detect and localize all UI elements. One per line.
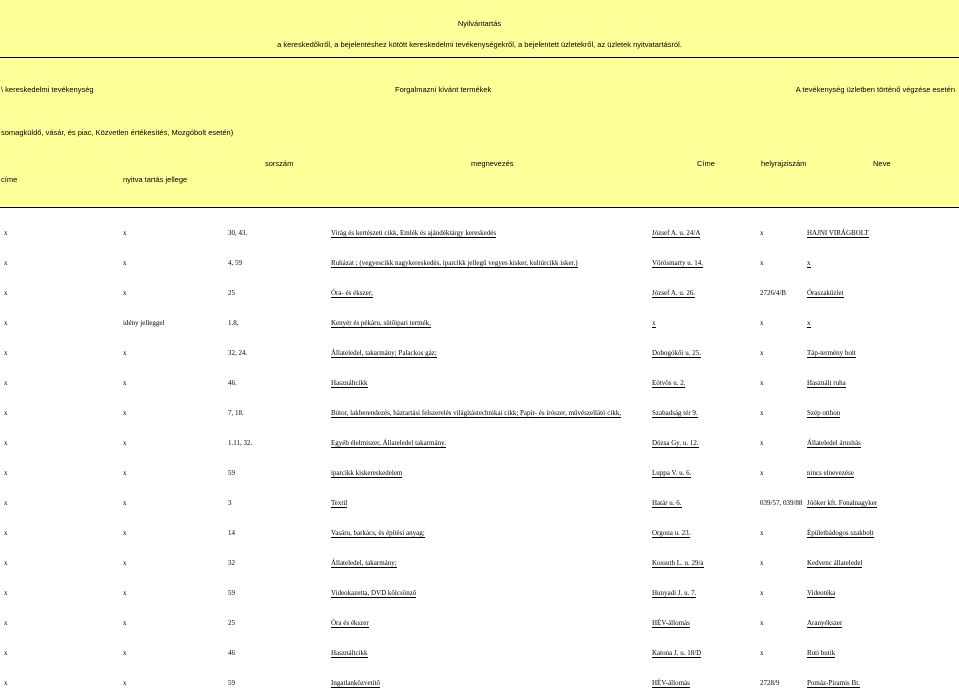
- cell-megnevezes: Kenyér és pékáru, sütőipari termék,: [331, 319, 431, 327]
- cell-neve: Állateledel árusítás: [807, 439, 861, 447]
- cell-sorszam: 7, 18.: [228, 409, 244, 417]
- cell-nyitva: x: [123, 589, 127, 597]
- cell-sorszam: 25: [228, 289, 235, 297]
- cell-underline: [652, 417, 698, 418]
- cell-underline: [807, 477, 854, 478]
- cell-col1: x: [4, 649, 8, 657]
- cell-sorszam: 4, 59: [228, 259, 242, 267]
- cell-underline: [807, 237, 869, 238]
- cell-col1: x: [4, 289, 8, 297]
- cell-neve: Videotéka: [807, 589, 836, 597]
- cell-neve: Aranyékszer: [807, 619, 843, 627]
- cell-neve: HAJNI VIRÁGBOLT: [807, 229, 869, 237]
- cell-col1: x: [4, 379, 8, 387]
- cell-underline: [652, 327, 656, 328]
- cell-neve: Táp-termény bolt: [807, 349, 856, 357]
- section-products: Forgalmazni kívánt termékek: [395, 85, 492, 94]
- cell-megnevezes: Használtcikk: [331, 379, 368, 387]
- column-header: [0, 58, 959, 208]
- cell-underline: [331, 297, 373, 298]
- cell-nyitva: x: [123, 259, 127, 267]
- cell-helyrajziszam: 2728/9: [760, 679, 780, 687]
- cell-nyitva: idény jelleggel: [123, 319, 165, 327]
- cell-cime: Katona J. u. 18/D: [652, 649, 702, 657]
- cell-neve: nincs elnevezése: [807, 469, 854, 477]
- cell-underline: [807, 507, 877, 508]
- cell-cime: HÉV-állomás: [652, 619, 690, 627]
- cell-underline: [652, 357, 701, 358]
- cell-cime: Szabadság tér 9.: [652, 409, 698, 417]
- cell-underline: [807, 267, 811, 268]
- cell-underline: [331, 597, 416, 598]
- cell-helyrajziszam: x: [760, 319, 764, 327]
- cell-cime: Orgona u. 23.: [652, 529, 691, 537]
- col-megnevezes: megnevezés: [471, 159, 514, 168]
- table-row: [0, 438, 959, 452]
- cell-neve: Épületbádogos szakbolt: [807, 529, 874, 537]
- section-activity: \ kereskedelmi tevékenység: [1, 85, 94, 94]
- section-store-activity: A tevékenység üzletben történő végzése esetén: [795, 85, 955, 94]
- cell-underline: [652, 687, 690, 688]
- col-cime: Címe: [697, 159, 715, 168]
- cell-underline: [331, 537, 425, 538]
- page-title: Nyilvántartás: [457, 19, 502, 28]
- cell-megnevezes: Ingatlanközvetítő: [331, 679, 380, 687]
- cell-neve: Óraszaküzlet: [807, 289, 844, 297]
- cell-underline: [331, 687, 380, 688]
- cell-col1: x: [4, 349, 8, 357]
- cell-nyitva: x: [123, 379, 127, 387]
- cell-nyitva: x: [123, 469, 127, 477]
- table-row: [0, 618, 959, 632]
- cell-underline: [652, 387, 685, 388]
- cell-cime: József A. u. 26.: [652, 289, 696, 297]
- cell-underline: [807, 447, 861, 448]
- cell-helyrajziszam: x: [760, 589, 764, 597]
- cell-underline: [807, 657, 835, 658]
- cell-nyitva: x: [123, 289, 127, 297]
- cell-neve: Ruti butik: [807, 649, 836, 657]
- cell-cime: Határ u. 6.: [652, 499, 682, 507]
- cell-cime: Hunyadi J. u. 7.: [652, 589, 697, 597]
- table-row: [0, 348, 959, 362]
- cell-col1: x: [4, 559, 8, 567]
- cell-nyitva: x: [123, 439, 127, 447]
- cell-nyitva: x: [123, 559, 127, 567]
- cell-col1: x: [4, 259, 8, 267]
- title-header: [0, 0, 959, 58]
- cell-underline: [652, 477, 691, 478]
- cell-col1: x: [4, 409, 8, 417]
- cell-megnevezes: Ruházat ; (vegyescikk nagykereskedés, iparcikk jellegű vegyes kisker, kultúrcikk isker.): [331, 259, 578, 267]
- cell-cime: Eötvös u. 2.: [652, 379, 686, 387]
- cell-sorszam: 25: [228, 619, 235, 627]
- cell-neve: Jóóker kft. Fonalnagyker: [807, 499, 878, 507]
- cell-helyrajziszam: x: [760, 229, 764, 237]
- cell-nyitva: x: [123, 229, 127, 237]
- table-row: [0, 288, 959, 302]
- cell-helyrajziszam: x: [760, 649, 764, 657]
- cell-cime: Luppa V. u. 6.: [652, 469, 692, 477]
- cell-nyitva: x: [123, 409, 127, 417]
- cell-sorszam: 1.8,: [228, 319, 239, 327]
- cell-neve: x: [807, 259, 811, 267]
- cell-underline: [807, 567, 862, 568]
- cell-underline: [331, 417, 621, 418]
- cell-col1: x: [4, 499, 8, 507]
- section-other: somagküldő, vásár, és piac, Közvetlen értékesítés, Mozgóbolt esetén): [1, 128, 234, 137]
- cell-cime: Vörösmarty u. 14.: [652, 259, 703, 267]
- cell-sorszam: 14: [228, 529, 235, 537]
- table-row: [0, 258, 959, 272]
- table-row: [0, 408, 959, 422]
- cell-neve: Használt ruha: [807, 379, 846, 387]
- cell-underline: [652, 447, 699, 448]
- cell-nyitva: x: [123, 679, 127, 687]
- cell-helyrajziszam: x: [760, 379, 764, 387]
- cell-col1: x: [4, 679, 8, 687]
- cell-underline: [652, 267, 703, 268]
- table-row: [0, 588, 959, 602]
- cell-megnevezes: Virág és kertészeti cikk, Emlék és ajándéktárgy kereskedés: [331, 229, 497, 237]
- cell-nyitva: x: [123, 529, 127, 537]
- cell-nyitva: x: [123, 649, 127, 657]
- cell-helyrajziszam: x: [760, 469, 764, 477]
- cell-megnevezes: Állateledel, takarmány;: [331, 559, 397, 567]
- cell-sorszam: 32: [228, 559, 235, 567]
- cell-underline: [331, 507, 347, 508]
- cell-neve: Szép otthon: [807, 409, 841, 417]
- cell-helyrajziszam: 2726/4/B: [760, 289, 787, 297]
- cell-megnevezes: Óra- és ékszer;: [331, 289, 373, 297]
- cell-cime: x: [652, 319, 656, 327]
- table-row: [0, 378, 959, 392]
- table-row: [0, 528, 959, 542]
- table-row: [0, 558, 959, 572]
- cell-underline: [807, 687, 860, 688]
- cell-megnevezes: Használtcikk: [331, 649, 368, 657]
- cell-sorszam: 1.11, 32.: [228, 439, 253, 447]
- cell-underline: [652, 597, 696, 598]
- cell-sorszam: 32, 24.: [228, 349, 248, 357]
- table-row: [0, 468, 959, 482]
- cell-underline: [331, 477, 402, 478]
- cell-underline: [331, 387, 368, 388]
- cell-underline: [652, 507, 682, 508]
- cell-col1: x: [4, 439, 8, 447]
- cell-nyitva: x: [123, 349, 127, 357]
- cell-col1: x: [4, 619, 8, 627]
- cell-underline: [652, 657, 701, 658]
- cell-sorszam: 46.: [228, 379, 237, 387]
- cell-underline: [331, 357, 437, 358]
- cell-underline: [652, 297, 695, 298]
- cell-cime: József A. u. 24/A: [652, 229, 701, 237]
- cell-underline: [652, 627, 690, 628]
- table-row: [0, 318, 959, 332]
- cell-sorszam: 59: [228, 469, 235, 477]
- cell-helyrajziszam: 039/57, 039/88: [760, 499, 803, 507]
- page-subtitle: a kereskedőkről, a bejelentéshez kötött kereskedelmi tevékenységekről, a bejelentett üzletekről, az üzletek nyitvatartásról.: [277, 40, 682, 49]
- cell-helyrajziszam: x: [760, 349, 764, 357]
- cell-neve: x: [807, 319, 811, 327]
- cell-sorszam: 59: [228, 679, 235, 687]
- cell-underline: [331, 627, 369, 628]
- cell-underline: [807, 417, 840, 418]
- cell-underline: [652, 537, 690, 538]
- col-neve: Neve: [873, 159, 891, 168]
- cell-sorszam: 30, 43.: [228, 229, 248, 237]
- cell-underline: [331, 327, 431, 328]
- cell-sorszam: 3: [228, 499, 232, 507]
- col-helyrajziszam: helyrajziszám: [761, 159, 807, 168]
- table-row: [0, 678, 959, 692]
- cell-underline: [331, 567, 397, 568]
- cell-megnevezes: Állateledel, takarmány; Palackos gáz;: [331, 349, 437, 357]
- col-sorszam: sorszám: [265, 159, 294, 168]
- cell-underline: [807, 387, 846, 388]
- cell-col1: x: [4, 319, 8, 327]
- cell-megnevezes: iparcikk kiskereskedelem: [331, 469, 403, 477]
- cell-cime: Dózsa Gy. u. 12.: [652, 439, 699, 447]
- cell-nyitva: x: [123, 619, 127, 627]
- cell-underline: [807, 627, 842, 628]
- cell-underline: [807, 597, 835, 598]
- cell-cime: Kossuth L. u. 29/a: [652, 559, 704, 567]
- table-row: [0, 228, 959, 242]
- cell-nyitva: x: [123, 499, 127, 507]
- cell-sorszam: 59: [228, 589, 235, 597]
- cell-underline: [807, 357, 856, 358]
- cell-col1: x: [4, 529, 8, 537]
- cell-megnevezes: Óra és ékszer: [331, 619, 369, 627]
- cell-megnevezes: Videokazetta, DVD kölcsönző: [331, 589, 417, 597]
- cell-megnevezes: Vasáru, barkács, és építési anyag;: [331, 529, 425, 537]
- cell-helyrajziszam: x: [760, 559, 764, 567]
- cell-helyrajziszam: x: [760, 619, 764, 627]
- col-nyitva: nyitva tartás jellege: [123, 175, 188, 184]
- cell-underline: [807, 537, 874, 538]
- cell-sorszam: 46: [228, 649, 235, 657]
- cell-underline: [807, 297, 844, 298]
- cell-underline: [652, 567, 704, 568]
- cell-megnevezes: Textil: [331, 499, 348, 507]
- cell-underline: [331, 657, 368, 658]
- cell-underline: [652, 237, 700, 238]
- cell-megnevezes: Bútor, lakberendezés, háztartási felszerelés világítástechnikai cikk; Papír- és írószer, művészellátó cikk,: [331, 409, 622, 417]
- cell-underline: [331, 267, 578, 268]
- cell-underline: [331, 237, 496, 238]
- cell-helyrajziszam: x: [760, 259, 764, 267]
- cell-col1: x: [4, 469, 8, 477]
- cell-cime: HÉV-állomás: [652, 679, 690, 687]
- cell-neve: Kedvenc állateledel: [807, 559, 863, 567]
- table-row: [0, 648, 959, 662]
- cell-col1: x: [4, 229, 8, 237]
- cell-underline: [807, 327, 811, 328]
- col-cime-left: címe: [1, 175, 18, 184]
- cell-neve: Pomáz-Piramis Bt.: [807, 679, 860, 687]
- cell-underline: [331, 447, 446, 448]
- cell-cime: Dobogókői u. 25.: [652, 349, 701, 357]
- cell-helyrajziszam: x: [760, 409, 764, 417]
- table-row: [0, 498, 959, 512]
- cell-megnevezes: Egyéb élelmiszer, Állateledel takarmány.: [331, 439, 446, 447]
- cell-helyrajziszam: x: [760, 529, 764, 537]
- cell-col1: x: [4, 589, 8, 597]
- cell-helyrajziszam: x: [760, 439, 764, 447]
